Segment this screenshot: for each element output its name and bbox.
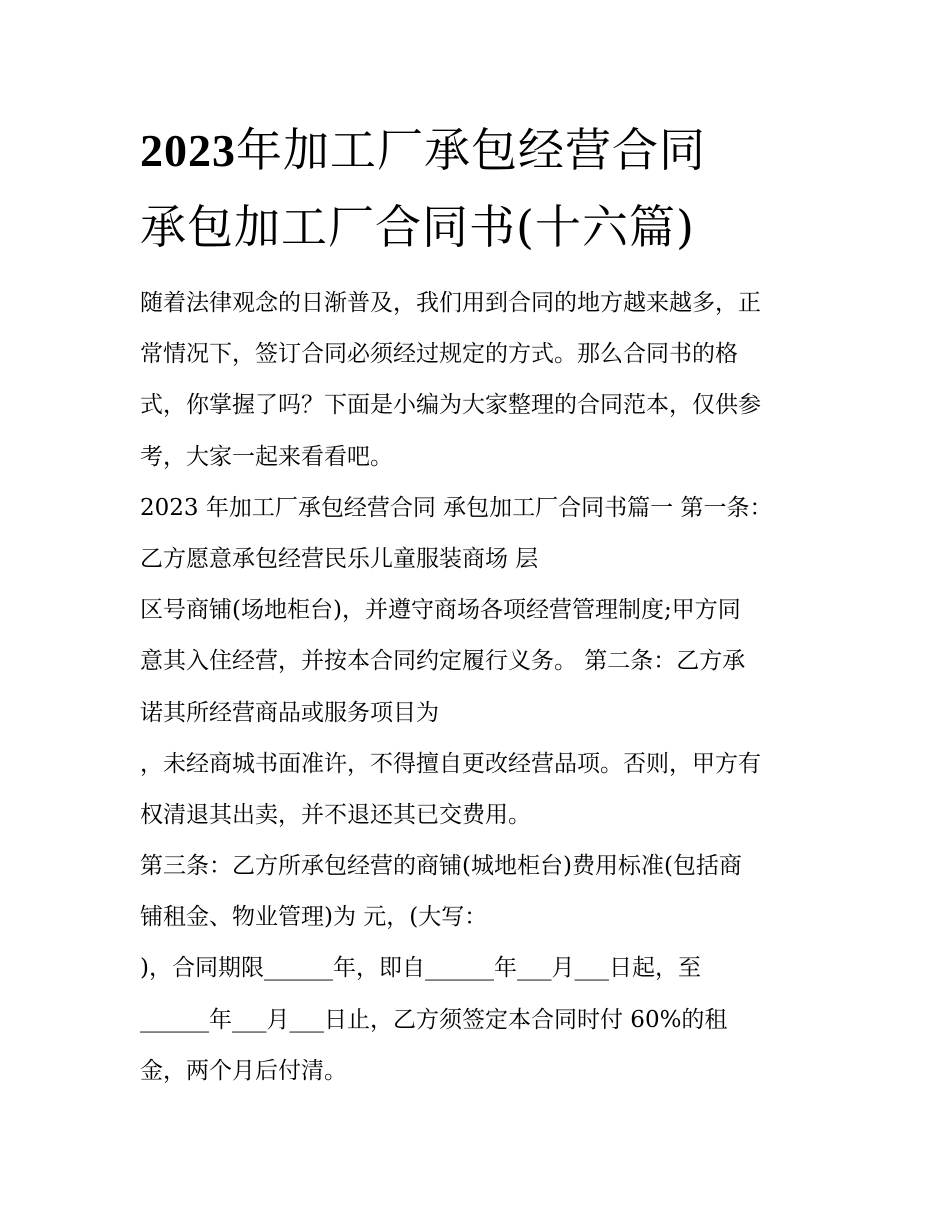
body-line: 考，大家一起来看看吧。: [140, 443, 393, 470]
title-line-2: 承包加工厂合同书(十六篇): [140, 200, 695, 254]
document-title: [140, 112, 840, 265]
body-line: )，合同期限______年，即自______年___月___日起，至: [140, 955, 701, 982]
body-line: ______年___月___日止，乙方须签定本合同时付 60%的租: [140, 1006, 728, 1033]
title-year: 2023: [140, 125, 236, 176]
body-line: 2023 年加工厂承包经营合同 承包加工厂合同书篇一 第一条：: [140, 494, 773, 521]
body-line: 第三条：乙方所承包经营的商铺(城地柜台)费用标准(包括商: [140, 853, 742, 880]
body-line: 随着法律观念的日渐普及，我们用到合同的地方越来越多，正: [140, 290, 761, 316]
body-line: 权清退其出卖，并不退还其已交费用。: [140, 801, 531, 828]
body-line: 乙方愿意承包经营民乐儿童服装商场 层: [140, 545, 539, 572]
body-line: 式，你掌握了吗？下面是小编为大家整理的合同范本，仅供参: [140, 392, 761, 419]
body-line: 金，两个月后付清。: [140, 1057, 347, 1084]
body-line: 意其入住经营，并按本合同约定履行义务。 第二条：乙方承: [140, 648, 746, 675]
body-line: 铺租金、物业管理)为 元，(大写：: [140, 904, 488, 931]
title-line-1: [140, 112, 840, 189]
body-line: 诺其所经营商品或服务项目为: [140, 699, 439, 726]
document-body: [140, 278, 820, 1097]
body-line: 区号商铺(场地柜台)，并遵守商场各项经营管理制度;甲方同: [140, 597, 741, 624]
body-line: ，未经商城书面准许，不得擅自更改经营品项。否则，甲方有: [140, 750, 761, 777]
body-line: 常情况下，签订合同必须经过规定的方式。那么合同书的格: [140, 341, 738, 368]
title-line-1-text: 年加工厂承包经营合同: [236, 123, 706, 177]
